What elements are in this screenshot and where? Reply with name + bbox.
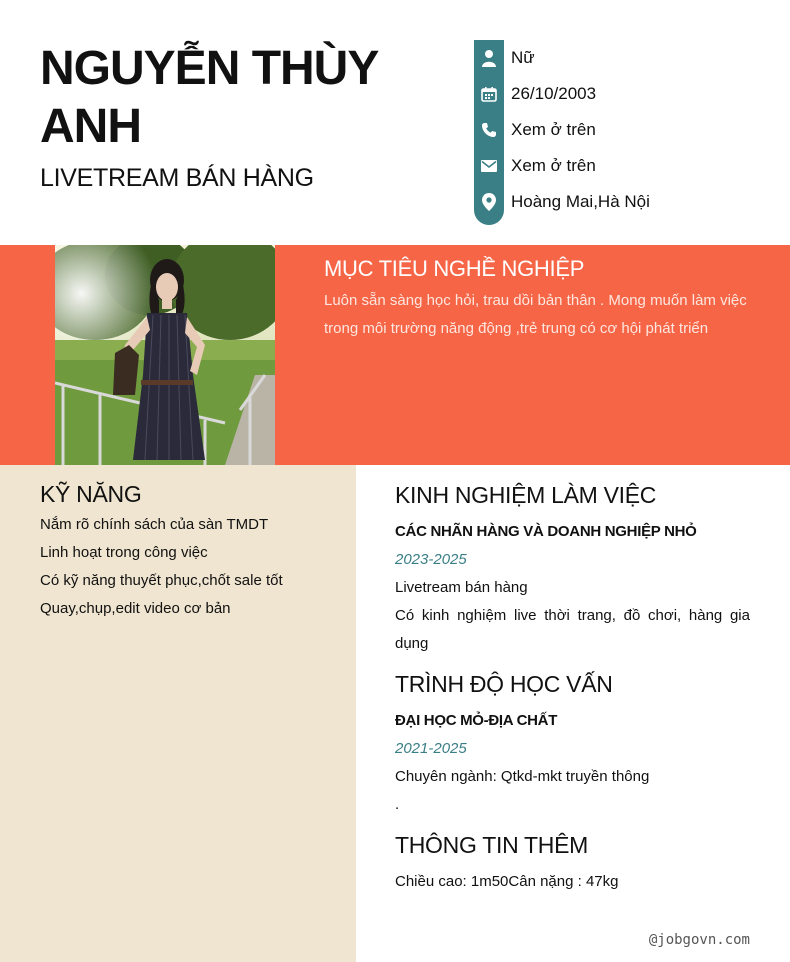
contact-email [474, 148, 596, 184]
skills-column [0, 465, 356, 962]
gender-value: Nữ [511, 48, 535, 67]
address-value: Hoàng Mai,Hà Nội [511, 192, 650, 211]
person-icon [474, 40, 504, 76]
experience-heading: KINH NGHIỆM LÀM VIỆC [395, 482, 657, 508]
contact-phone [474, 112, 596, 148]
job-title: LIVETREAM BÁN HÀNG [40, 164, 314, 192]
mail-icon [474, 148, 504, 184]
phone-value: Xem ở trên [511, 120, 596, 139]
skill-item: Có kỹ năng thuyết phục,chốt sale tốt [40, 572, 283, 589]
objective-text: Luôn sẵn sàng học hỏi, trau dồi bản thân . Mong muốn làm việc trong môi trường năng động ,trẻ trung có cơ hội phát triển [324, 292, 747, 337]
experience-years: 2023-2025 [395, 551, 467, 568]
email-value: Xem ở trên [511, 156, 596, 175]
education-years: 2021-2025 [395, 740, 467, 757]
watermark: @jobgovn.com [648, 932, 750, 948]
skill-item: Linh hoạt trong công việc [40, 544, 208, 561]
candidate-name: NGUYỄN THÙY ANH [40, 42, 378, 153]
education-major: Chuyên ngành: Qtkd-mkt truyền thông [395, 768, 650, 785]
extra-info-text: Chiều cao: 1m50Cân nặng : 47kg [395, 873, 619, 890]
skills-heading: KỸ NĂNG [40, 481, 142, 507]
calendar-icon [474, 76, 504, 112]
birthdate-value: 26/10/2003 [511, 84, 597, 103]
education-heading: TRÌNH ĐỘ HỌC VẤN [395, 671, 613, 697]
contact-birthdate [474, 76, 596, 112]
profile-photo [55, 245, 275, 465]
extra-info-heading: THÔNG TIN THÊM [395, 832, 589, 858]
experience-company: CÁC NHÃN HÀNG VÀ DOANH NGHIỆP NHỎ [395, 523, 697, 540]
location-pin-icon [474, 184, 504, 220]
phone-icon [474, 112, 504, 148]
education-school: ĐẠI HỌC MỎ-ĐỊA CHẤT [395, 712, 558, 729]
objective-heading: MỤC TIÊU NGHỀ NGHIỆP [324, 256, 585, 281]
skill-item: Nắm rõ chính sách của sàn TMDT [40, 516, 269, 533]
experience-description: Có kinh nghiệm live thời trang, đồ chơi, hàng gia dụng [395, 607, 750, 652]
contact-gender [474, 40, 535, 76]
skill-item: Quay,chụp,edit video cơ bản [40, 600, 231, 617]
contact-address [474, 184, 650, 220]
education-note: . [395, 796, 400, 813]
experience-role: Livetream bán hàng [395, 579, 528, 596]
